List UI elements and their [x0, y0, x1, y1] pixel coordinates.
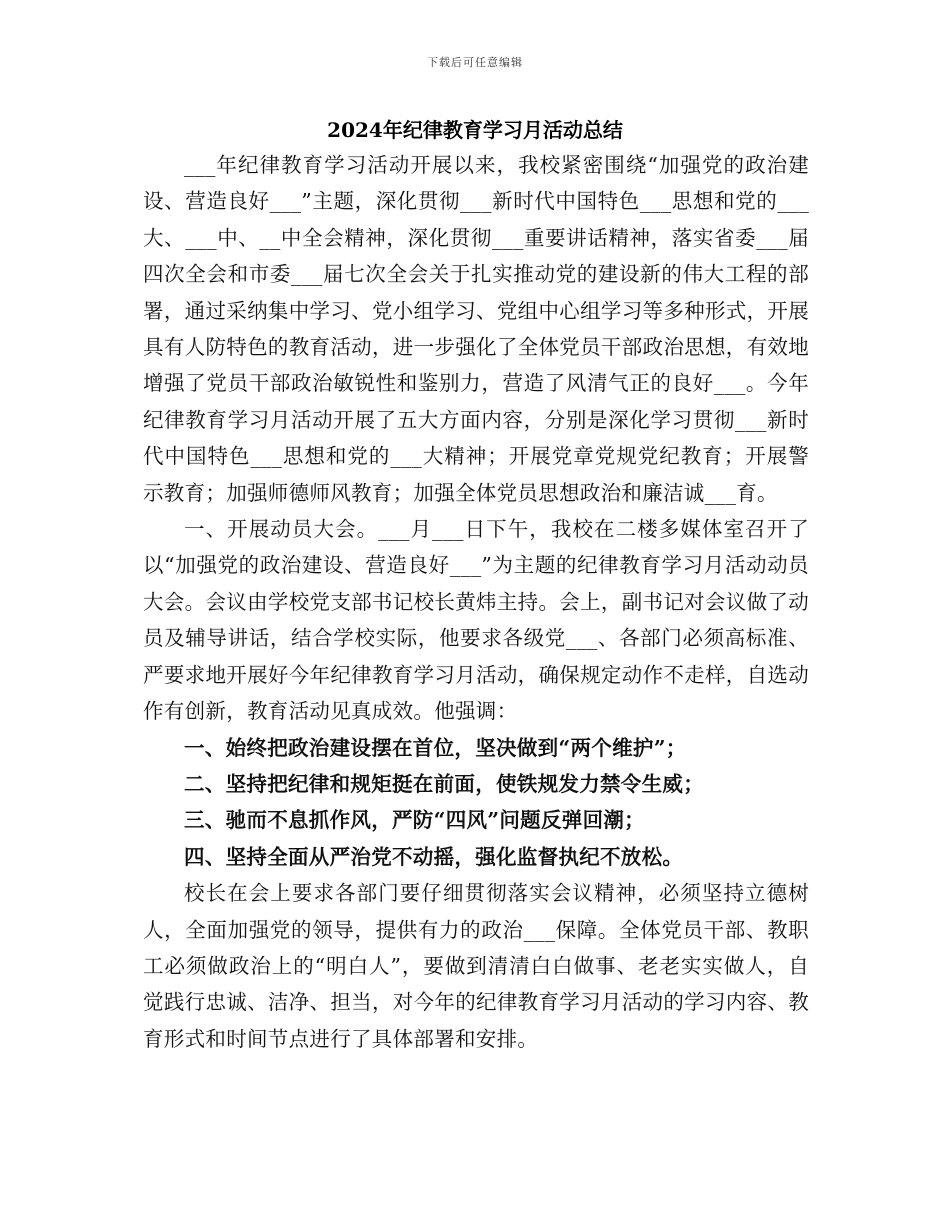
- emphasis-point: 四、坚持全面从严治党不动摇，强化监督执纪不放松。: [184, 844, 684, 869]
- emphasis-point: 二、坚持把纪律和规矩挺在前面，使铁规发力禁令生威；: [184, 771, 704, 796]
- document-title: 2024年纪律教育学习月活动总结: [327, 118, 623, 142]
- page-header-note: 下载后可任意编辑: [427, 56, 523, 69]
- emphasis-point: 三、驰而不息抓作风，严防“四风”问题反弹回潮；: [184, 808, 645, 833]
- closing-paragraph: 校长在会上要求各部门要仔细贯彻落实会议精神，必须坚持立德树人，全面加强党的领导，提供有力的政治___保障。全体党员干部、教职工必须做政治上的“明白人”，要做到清清白白做事、老老实实做人，自觉践行忠诚、洁净、担当，对今年的纪律教育学习月活动的学习内容、教育形式和时间节点进行了具体部署和安排。: [143, 881, 809, 1051]
- mobilization-paragraph: 一、开展动员大会。___月___日下午，我校在二楼多媒体室召开了以“加强党的政治建设、营造良好___”为主题的纪律教育学习月活动动员大会。会议由学校党支部书记校长黄炜主持。会上，副书记对会议做了动员及辅导讲话，结合学校实际，他要求各级党___、各部门必须高标准、严要求地开展好今年纪律教育学习月活动，确保规定动作不走样，自选动作有创新，教育活动见真成效。他强调：: [143, 517, 809, 724]
- document-body: [143, 147, 809, 1057]
- intro-paragraph: ___年纪律教育学习活动开展以来，我校紧密围绕“加强党的政治建设、营造良好___”主题，深化贯彻___新时代中国特色___思想和党的___大、___中、__中全会精神，深化贯彻___重要讲话精神，落实省委___届四次全会和市委___届七次全会关于扎实推动党的建设新的伟大工程的部署，通过采纳集中学习、党小组学习、党组中心组学习等多种形式，开展具有人防特色的教育活动，进一步强化了全体党员干部政治思想，有效地增强了党员干部政治敏锐性和鉴别力，营造了风清气正的良好___。今年纪律教育学习月活动开展了五大方面内容，分别是深化学习贯彻___新时代中国特色___思想和党的___大精神；开展党章党规党纪教育；开展警示教育；加强师德师风教育；加强全体党员思想政治和廉洁诚___育。: [143, 153, 809, 505]
- emphasis-point: 一、始终把政治建设摆在首位，坚决做到“两个维护”；: [184, 735, 687, 760]
